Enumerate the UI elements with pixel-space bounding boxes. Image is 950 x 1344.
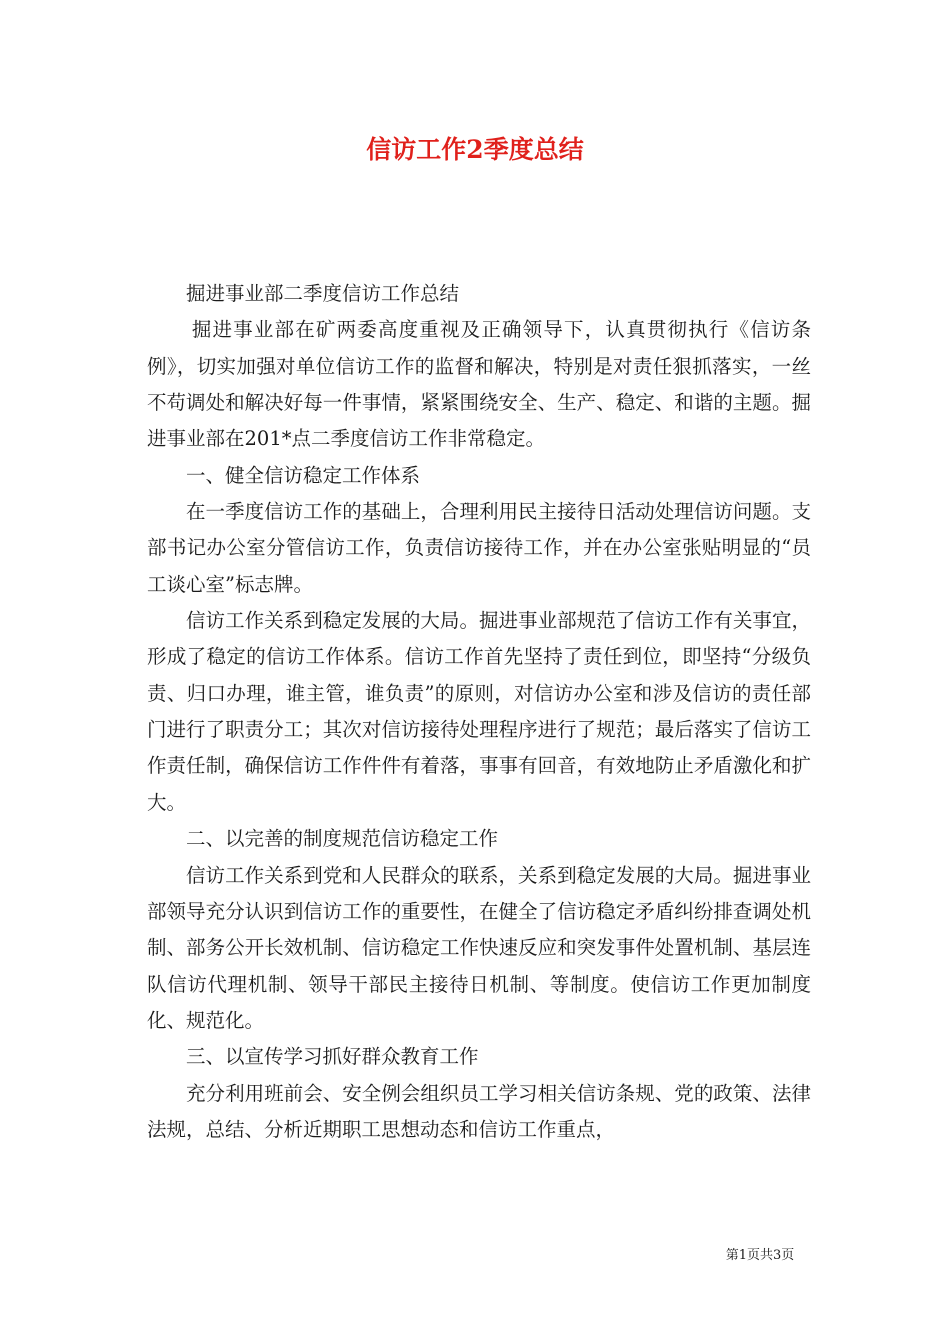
section-1-paragraph-1: 在一季度信访工作的基础上，合理利用民主接待日活动处理信访问题。支部书记办公室分管信访工作，负责信访接待工作，并在办公室张贴明显的“员工谈心室”标志牌。: [147, 500, 811, 596]
document-body: [147, 276, 811, 1148]
section-heading-1: 一、健全信访稳定工作体系: [186, 463, 421, 487]
section-1-paragraph-2: 信访工作关系到稳定发展的大局。掘进事业部规范了信访工作有关事宜，形成了稳定的信访工作体系。信访工作首先坚持了责任到位，即坚持“分级负责、归口办理，谁主管，谁负责”的原则，对信访办公室和涉及信访的责任部门进行了职责分工；其次对信访接待处理程序进行了规范；最后落实了信访工作责任制，确保信访工作件件有着落，事事有回音，有效地防止矛盾激化和扩大。: [147, 609, 811, 814]
section-2-paragraph-1: 信访工作关系到党和人民群众的联系，关系到稳定发展的大局。掘进事业部领导充分认识到信访工作的重要性，在健全了信访稳定矛盾纠纷排查调处机制、部务公开长效机制、信访稳定工作快速反应和突发事件处置机制、基层连队信访代理机制、领导干部民主接待日机制、等制度。使信访工作更加制度化、规范化。: [147, 863, 811, 1032]
subtitle-paragraph: 掘进事业部二季度信访工作总结: [186, 282, 460, 305]
section-heading-3: 三、以宣传学习抓好群众教育工作: [186, 1045, 479, 1069]
section-3-paragraph-1: 充分利用班前会、安全例会组织员工学习相关信访条规、党的政策、法律法规，总结、分析近期职工思想动态和信访工作重点，: [147, 1081, 811, 1141]
document-title: 信访工作2季度总结: [366, 135, 584, 164]
intro-paragraph: 掘进事业部在矿两委高度重视及正确领导下，认真贯彻执行《信访条例》，切实加强对单位信访工作的监督和解决，特别是对责任狠抓落实，一丝不苟调处和解决好每一件事情，紧紧围绕安全、生产、稳定、和谐的主题。掘进事业部在201*点二季度信访工作非常稳定。: [147, 318, 811, 451]
page-number: 第1页共3页: [725, 1248, 795, 1263]
section-heading-2: 二、以完善的制度规范信访稳定工作: [186, 827, 499, 851]
